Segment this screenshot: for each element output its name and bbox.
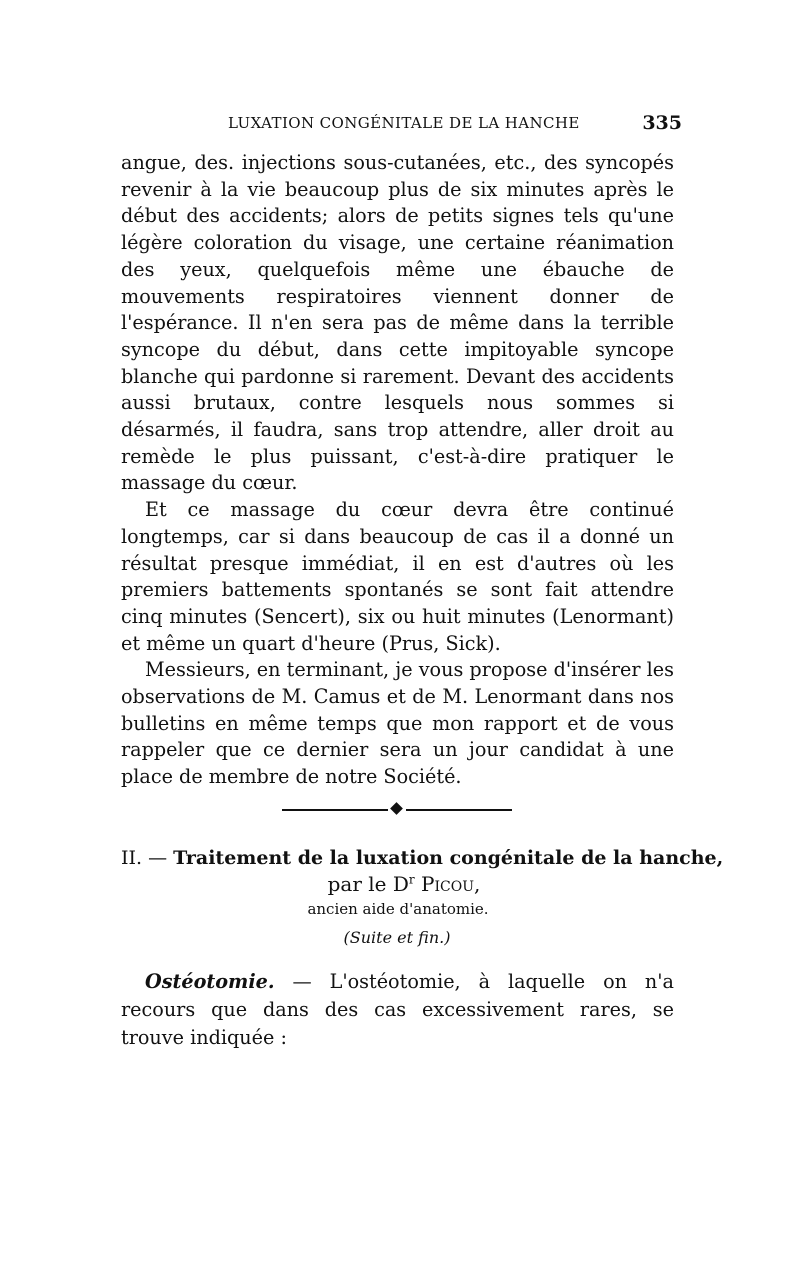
separator-line-left — [282, 809, 388, 811]
osteotomy-paragraph — [121, 968, 674, 1052]
separator-line-right — [406, 809, 512, 811]
author-prefix: par le D — [327, 872, 409, 896]
page-number: 335 — [642, 112, 682, 134]
continued-note: (Suite et fin.) — [343, 928, 451, 947]
section-heading — [121, 846, 724, 870]
author-title-sup: r — [408, 872, 415, 887]
author-affiliation: ancien aide d'anatomie. — [307, 900, 489, 918]
section-number: II. — — [121, 847, 168, 869]
body-text — [121, 150, 674, 791]
paragraph-1: angue, des. injections sous-cutanées, etc., des syncopés revenir à la vie beaucoup plus de six minutes après le début des accidents; alors de petits signes tels qu'une légère coloration du visage, une certaine réanimation des yeux, quelquefois même une ébauche de mouvements respiratoires viennent donner de l'espérance. Il n'en sera pas de même dans la terrible syncope du début, dans cette impitoyable syncope blanche qui pardonne si rarement. Devant des accidents aussi brutaux, contre lesquels nous sommes si désarmés, il faudra, sans trop attendre, aller droit au remède le plus puissant, c'est-à-dire pratiquer le massage du cœur. — [121, 151, 674, 495]
paragraph-2: Et ce massage du cœur devra être continué longtemps, car si dans beaucoup de cas il a donné un résultat presque immédiat, il en est d'autres où les premiers battements spontanés se sont fait attendre cinq minutes (Sencert), six ou huit minutes (Lenormant) et même un quart d'heure (Prus, Sick). — [121, 498, 674, 655]
separator-diamond-icon — [390, 802, 403, 815]
section-separator — [282, 800, 512, 818]
paragraph-3: Messieurs, en terminant, je vous propose d'insérer les observations de M. Camus et de M. Lenormant dans nos bulletins en même temps que mon rapport et de vous rappeler que ce dernier sera un jour candidat à une place de membre de notre Société. — [121, 658, 674, 789]
running-title: LUXATION CONGÉNITALE DE LA HANCHE — [228, 114, 580, 132]
section-title: Traitement de la luxation congénitale de la hanche, — [173, 847, 724, 869]
author-line — [0, 872, 800, 896]
author-name: Picou, — [421, 872, 481, 896]
osteotomy-text: — L'ostéotomie, à laquelle on n'a recours que dans des cas excessivement rares, se trouve indiquée : — [121, 970, 674, 1049]
running-head — [120, 114, 682, 138]
osteotomy-lead: Ostéotomie. — [145, 970, 275, 993]
